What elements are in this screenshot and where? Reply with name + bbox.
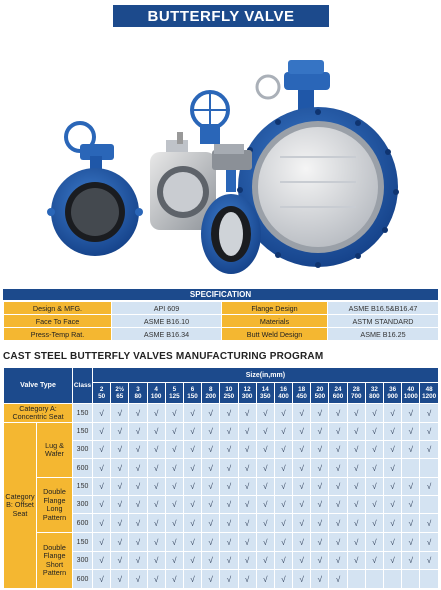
check-mark: √ <box>420 533 438 552</box>
size-cell <box>347 383 365 404</box>
empty-cell <box>384 570 402 589</box>
check-mark: √ <box>220 552 238 570</box>
check-mark: √ <box>93 459 111 478</box>
spec-key: Flange Design <box>222 302 328 315</box>
check-mark: √ <box>183 552 201 570</box>
check-mark: √ <box>111 552 129 570</box>
check-mark: √ <box>93 496 111 514</box>
size-mm: 300 <box>241 393 253 400</box>
size-mm: 100 <box>150 393 162 400</box>
check-mark: √ <box>293 404 311 423</box>
specification-header: SPECIFICATION <box>3 289 438 300</box>
size-inch: 18 <box>298 385 306 393</box>
program-row <box>4 423 439 441</box>
check-mark: √ <box>365 514 383 533</box>
check-mark: √ <box>129 514 147 533</box>
program-row <box>4 533 439 552</box>
check-mark: √ <box>402 404 420 423</box>
page-title: BUTTERFLY VALVE <box>113 5 329 27</box>
category-a-label: Category A: Concentric Seat <box>4 404 73 423</box>
size-mm: 350 <box>260 393 271 400</box>
check-mark: √ <box>365 423 383 441</box>
check-mark: √ <box>329 533 347 552</box>
check-mark: √ <box>165 570 183 589</box>
check-mark: √ <box>365 441 383 459</box>
check-mark: √ <box>402 441 420 459</box>
check-mark: √ <box>365 552 383 570</box>
size-cell <box>256 383 274 404</box>
size-mm: 65 <box>116 393 124 400</box>
size-inch: 5 <box>172 385 177 393</box>
check-mark: √ <box>402 533 420 552</box>
check-mark: √ <box>111 514 129 533</box>
check-mark: √ <box>420 478 438 496</box>
check-mark: √ <box>365 496 383 514</box>
check-mark: √ <box>220 441 238 459</box>
check-mark: √ <box>293 478 311 496</box>
check-mark: √ <box>347 423 365 441</box>
check-mark: √ <box>274 552 292 570</box>
size-inch: 32 <box>370 385 378 393</box>
size-inch: 10 <box>225 385 233 393</box>
empty-cell <box>347 570 365 589</box>
spec-key: Design & MFG. <box>4 302 112 315</box>
size-mm: 700 <box>350 393 362 400</box>
check-mark: √ <box>256 552 274 570</box>
check-mark: √ <box>347 533 365 552</box>
size-inch: 20 <box>316 385 324 393</box>
check-mark: √ <box>384 423 402 441</box>
class-cell: 300 <box>73 496 93 514</box>
check-mark: √ <box>147 441 165 459</box>
check-mark: √ <box>202 496 220 514</box>
check-mark: √ <box>202 441 220 459</box>
check-mark: √ <box>347 478 365 496</box>
spec-value: ASME B16.25 <box>328 328 439 341</box>
check-mark: √ <box>93 533 111 552</box>
check-mark: √ <box>293 533 311 552</box>
check-mark: √ <box>220 478 238 496</box>
check-mark: √ <box>129 496 147 514</box>
check-mark: √ <box>165 478 183 496</box>
check-mark: √ <box>183 533 201 552</box>
check-mark: √ <box>384 533 402 552</box>
subgroup-label: Double Flange Short Pattern <box>37 533 73 589</box>
check-mark: √ <box>311 423 329 441</box>
size-mm: 600 <box>332 393 344 400</box>
check-mark: √ <box>165 496 183 514</box>
check-mark: √ <box>93 478 111 496</box>
check-mark: √ <box>183 478 201 496</box>
check-mark: √ <box>147 404 165 423</box>
check-mark: √ <box>147 533 165 552</box>
check-mark: √ <box>256 570 274 589</box>
check-mark: √ <box>238 496 256 514</box>
check-mark: √ <box>384 404 402 423</box>
check-mark: √ <box>293 459 311 478</box>
check-mark: √ <box>311 441 329 459</box>
check-mark: √ <box>129 459 147 478</box>
class-cell: 300 <box>73 552 93 570</box>
check-mark: √ <box>274 570 292 589</box>
check-mark: √ <box>165 441 183 459</box>
size-mm: 900 <box>387 393 398 400</box>
size-inch: 6 <box>190 385 195 393</box>
check-mark: √ <box>347 441 365 459</box>
check-mark: √ <box>311 570 329 589</box>
check-mark: √ <box>129 570 147 589</box>
check-mark: √ <box>311 459 329 478</box>
check-mark: √ <box>274 496 292 514</box>
spec-value: ASME B16.34 <box>112 328 222 341</box>
size-mm: 800 <box>369 393 380 400</box>
size-cell <box>238 383 256 404</box>
check-mark: √ <box>147 552 165 570</box>
check-mark: √ <box>274 423 292 441</box>
check-mark: √ <box>365 478 383 496</box>
header-row <box>4 368 439 383</box>
check-mark: √ <box>111 441 129 459</box>
check-mark: √ <box>384 514 402 533</box>
size-cell <box>311 383 329 404</box>
check-mark: √ <box>274 514 292 533</box>
check-mark: √ <box>165 552 183 570</box>
check-mark: √ <box>111 423 129 441</box>
check-mark: √ <box>347 552 365 570</box>
check-mark: √ <box>329 404 347 423</box>
size-cell <box>293 383 311 404</box>
class-cell: 150 <box>73 478 93 496</box>
check-mark: √ <box>329 459 347 478</box>
check-mark: √ <box>384 478 402 496</box>
check-mark: √ <box>111 459 129 478</box>
empty-cell <box>402 459 420 478</box>
check-mark: √ <box>329 496 347 514</box>
check-mark: √ <box>147 423 165 441</box>
check-mark: √ <box>93 552 111 570</box>
check-mark: √ <box>293 496 311 514</box>
size-cell <box>402 383 420 404</box>
check-mark: √ <box>93 570 111 589</box>
check-mark: √ <box>183 514 201 533</box>
check-mark: √ <box>256 423 274 441</box>
size-mm: 450 <box>296 393 307 400</box>
check-mark: √ <box>420 552 438 570</box>
size-inch: 40 <box>407 385 415 393</box>
size-mm: 1200 <box>422 393 437 400</box>
size-mm: 400 <box>278 393 289 400</box>
check-mark: √ <box>183 570 201 589</box>
size-header: Size(in,mm) <box>93 368 439 383</box>
check-mark: √ <box>202 404 220 423</box>
spec-row <box>4 315 439 328</box>
size-inch: 3 <box>136 385 140 393</box>
check-mark: √ <box>256 459 274 478</box>
check-mark: √ <box>347 404 365 423</box>
check-mark: √ <box>311 514 329 533</box>
check-mark: √ <box>311 404 329 423</box>
check-mark: √ <box>147 514 165 533</box>
check-mark: √ <box>165 423 183 441</box>
check-mark: √ <box>329 441 347 459</box>
check-mark: √ <box>238 441 256 459</box>
check-mark: √ <box>183 404 201 423</box>
check-mark: √ <box>93 514 111 533</box>
check-mark: √ <box>384 496 402 514</box>
check-mark: √ <box>365 404 383 423</box>
empty-cell <box>420 496 438 514</box>
program-row <box>4 404 439 423</box>
valve-type-header: Valve Type <box>4 368 73 404</box>
spec-key: Press-Temp Rat. <box>4 328 112 341</box>
size-cell <box>329 383 347 404</box>
check-mark: √ <box>111 496 129 514</box>
empty-cell <box>365 570 383 589</box>
check-mark: √ <box>202 570 220 589</box>
size-mm: 250 <box>223 393 235 400</box>
manufacturing-program-table <box>3 367 439 589</box>
empty-cell <box>402 570 420 589</box>
specification-table <box>3 301 439 341</box>
size-inch: 24 <box>334 385 342 393</box>
check-mark: √ <box>384 441 402 459</box>
check-mark: √ <box>293 514 311 533</box>
check-mark: √ <box>329 570 347 589</box>
check-mark: √ <box>202 514 220 533</box>
size-cell <box>147 383 165 404</box>
check-mark: √ <box>220 570 238 589</box>
spec-value: ASME B16.10 <box>112 315 222 328</box>
class-cell: 150 <box>73 404 93 423</box>
check-mark: √ <box>329 478 347 496</box>
check-mark: √ <box>402 423 420 441</box>
class-header: Class <box>73 368 93 404</box>
check-mark: √ <box>183 423 201 441</box>
check-mark: √ <box>274 441 292 459</box>
check-mark: √ <box>365 459 383 478</box>
check-mark: √ <box>238 552 256 570</box>
check-mark: √ <box>238 423 256 441</box>
size-inch: 14 <box>261 385 269 393</box>
check-mark: √ <box>420 404 438 423</box>
class-cell: 300 <box>73 441 93 459</box>
spec-key: Face To Face <box>4 315 112 328</box>
check-mark: √ <box>93 423 111 441</box>
spec-value: API 609 <box>112 302 222 315</box>
size-inch: 12 <box>243 385 251 393</box>
class-cell: 150 <box>73 533 93 552</box>
check-mark: √ <box>129 441 147 459</box>
class-cell: 600 <box>73 459 93 478</box>
check-mark: √ <box>256 404 274 423</box>
size-cell <box>183 383 201 404</box>
check-mark: √ <box>256 478 274 496</box>
subgroup-label: Lug & Wafer <box>37 423 73 478</box>
class-cell: 600 <box>73 514 93 533</box>
size-mm: 1000 <box>403 393 418 400</box>
check-mark: √ <box>147 570 165 589</box>
check-mark: √ <box>402 478 420 496</box>
spec-value: ASME B16.5&B16.47 <box>328 302 439 315</box>
check-mark: √ <box>238 533 256 552</box>
program-title: CAST STEEL BUTTERFLY VALVES MANUFACTURING PROGRAM <box>3 351 324 362</box>
class-cell: 150 <box>73 423 93 441</box>
size-cell <box>165 383 183 404</box>
check-mark: √ <box>402 496 420 514</box>
check-mark: √ <box>220 404 238 423</box>
check-mark: √ <box>238 459 256 478</box>
check-mark: √ <box>329 423 347 441</box>
check-mark: √ <box>183 459 201 478</box>
check-mark: √ <box>347 459 365 478</box>
size-inch: 48 <box>425 385 433 393</box>
check-mark: √ <box>220 423 238 441</box>
category-b-label: Category B: Offset Seat <box>4 423 37 589</box>
check-mark: √ <box>293 441 311 459</box>
spec-value: ASTM STANDARD <box>328 315 439 328</box>
check-mark: √ <box>293 552 311 570</box>
check-mark: √ <box>274 533 292 552</box>
check-mark: √ <box>329 552 347 570</box>
program-row <box>4 478 439 496</box>
check-mark: √ <box>420 441 438 459</box>
check-mark: √ <box>129 423 147 441</box>
spec-row <box>4 302 439 315</box>
check-mark: √ <box>384 459 402 478</box>
size-mm: 50 <box>98 393 106 400</box>
size-cell <box>365 383 383 404</box>
size-cell <box>111 383 129 404</box>
check-mark: √ <box>202 533 220 552</box>
check-mark: √ <box>202 459 220 478</box>
check-mark: √ <box>347 514 365 533</box>
check-mark: √ <box>183 441 201 459</box>
size-cell <box>274 383 292 404</box>
size-mm: 150 <box>187 393 198 400</box>
size-cell <box>220 383 238 404</box>
check-mark: √ <box>147 496 165 514</box>
spec-key: Materials <box>222 315 328 328</box>
check-mark: √ <box>165 459 183 478</box>
check-mark: √ <box>238 404 256 423</box>
check-mark: √ <box>238 478 256 496</box>
butterfly-valve-product-photo <box>40 52 400 282</box>
check-mark: √ <box>311 533 329 552</box>
size-mm: 200 <box>205 393 216 400</box>
size-cell <box>129 383 147 404</box>
subgroup-label: Double Flange Long Pattern <box>37 478 73 533</box>
check-mark: √ <box>202 552 220 570</box>
size-cell <box>420 383 438 404</box>
size-inch: 16 <box>279 385 287 393</box>
check-mark: √ <box>311 552 329 570</box>
check-mark: √ <box>129 478 147 496</box>
size-cell <box>202 383 220 404</box>
size-mm: 500 <box>314 393 326 400</box>
check-mark: √ <box>256 533 274 552</box>
size-inch: 8 <box>208 385 213 393</box>
check-mark: √ <box>274 459 292 478</box>
class-cell: 600 <box>73 570 93 589</box>
size-mm: 125 <box>169 393 180 400</box>
empty-cell <box>420 459 438 478</box>
spec-row <box>4 328 439 341</box>
check-mark: √ <box>202 478 220 496</box>
check-mark: √ <box>311 478 329 496</box>
check-mark: √ <box>111 533 129 552</box>
check-mark: √ <box>384 552 402 570</box>
size-mm: 80 <box>134 393 142 400</box>
size-cell <box>384 383 402 404</box>
check-mark: √ <box>293 423 311 441</box>
check-mark: √ <box>220 514 238 533</box>
check-mark: √ <box>365 533 383 552</box>
size-inch: 2 <box>99 385 104 393</box>
check-mark: √ <box>111 478 129 496</box>
check-mark: √ <box>238 570 256 589</box>
check-mark: √ <box>93 441 111 459</box>
check-mark: √ <box>165 514 183 533</box>
check-mark: √ <box>274 404 292 423</box>
check-mark: √ <box>293 570 311 589</box>
check-mark: √ <box>129 533 147 552</box>
check-mark: √ <box>93 404 111 423</box>
check-mark: √ <box>165 533 183 552</box>
check-mark: √ <box>274 478 292 496</box>
check-mark: √ <box>329 514 347 533</box>
size-inch: 4 <box>154 385 158 393</box>
check-mark: √ <box>420 423 438 441</box>
size-inch: 36 <box>389 385 397 393</box>
spec-key: Butt Weld Design <box>222 328 328 341</box>
check-mark: √ <box>165 404 183 423</box>
check-mark: √ <box>420 514 438 533</box>
check-mark: √ <box>347 496 365 514</box>
check-mark: √ <box>402 514 420 533</box>
size-inch: 28 <box>352 385 360 393</box>
check-mark: √ <box>402 552 420 570</box>
check-mark: √ <box>238 514 256 533</box>
check-mark: √ <box>220 496 238 514</box>
check-mark: √ <box>183 496 201 514</box>
check-mark: √ <box>147 478 165 496</box>
check-mark: √ <box>220 459 238 478</box>
check-mark: √ <box>129 552 147 570</box>
size-cell <box>93 383 111 404</box>
check-mark: √ <box>202 423 220 441</box>
check-mark: √ <box>220 533 238 552</box>
empty-cell <box>420 570 438 589</box>
size-inch: 2½ <box>115 385 125 393</box>
check-mark: √ <box>111 404 129 423</box>
check-mark: √ <box>147 459 165 478</box>
check-mark: √ <box>311 496 329 514</box>
check-mark: √ <box>129 404 147 423</box>
check-mark: √ <box>256 496 274 514</box>
check-mark: √ <box>111 570 129 589</box>
check-mark: √ <box>256 514 274 533</box>
check-mark: √ <box>256 441 274 459</box>
